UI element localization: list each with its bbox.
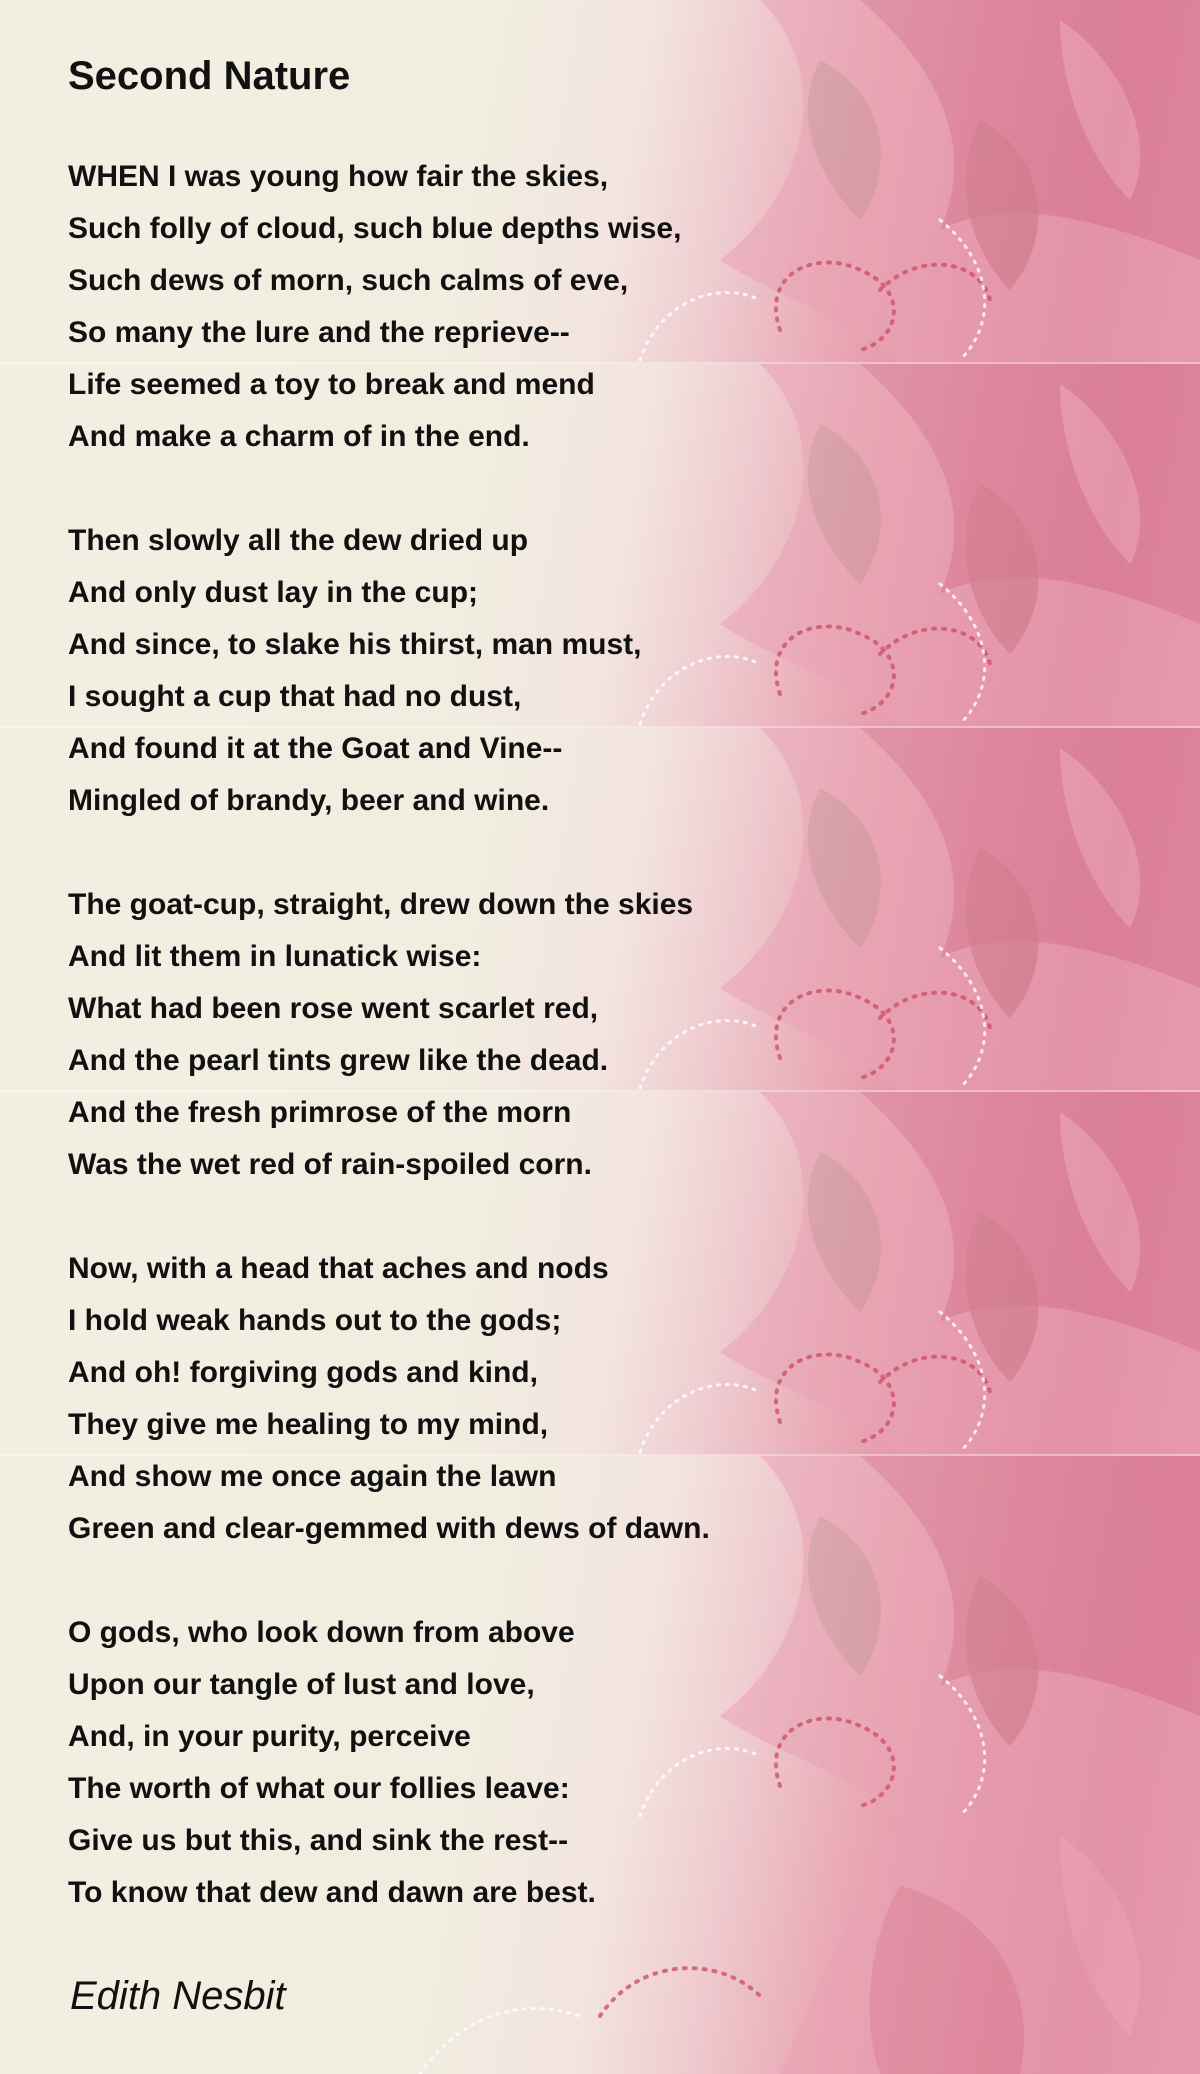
poem-line: Give us but this, and sink the rest-- xyxy=(68,1824,569,1857)
poem-line: And make a charm of in the end. xyxy=(68,420,530,453)
poem-line: And only dust lay in the cup; xyxy=(68,576,479,609)
poem-line: Such folly of cloud, such blue depths wise, xyxy=(68,212,682,245)
poem-line: And oh! forgiving gods and kind, xyxy=(68,1356,538,1389)
poem-line: And, in your purity, perceive xyxy=(68,1720,471,1753)
poem-line: Then slowly all the dew dried up xyxy=(68,524,529,557)
poem-line: To know that dew and dawn are best. xyxy=(68,1876,596,1909)
poem-line: Life seemed a toy to break and mend xyxy=(68,368,595,401)
poem-line: Upon our tangle of lust and love, xyxy=(68,1668,535,1701)
poem-line: The goat-cup, straight, drew down the skies xyxy=(68,888,694,921)
poem-line: Mingled of brandy, beer and wine. xyxy=(68,784,550,817)
poem-line: The worth of what our follies leave: xyxy=(68,1772,570,1805)
poem-line: What had been rose went scarlet red, xyxy=(68,992,599,1025)
poem-line: And the pearl tints grew like the dead. xyxy=(68,1044,609,1077)
poem-title: Second Nature xyxy=(68,54,351,98)
poem-line: WHEN I was young how fair the skies, xyxy=(68,160,609,193)
stanza xyxy=(68,879,693,1191)
stanza xyxy=(68,151,681,463)
poem-line: And show me once again the lawn xyxy=(68,1460,557,1493)
stanza xyxy=(68,1243,710,1555)
poem-line: And lit them in lunatick wise: xyxy=(68,940,482,973)
poem-line: So many the lure and the reprieve-- xyxy=(68,316,570,349)
poem-line: I hold weak hands out to the gods; xyxy=(68,1304,562,1337)
stanza xyxy=(68,1607,596,1919)
poem-line: They give me healing to my mind, xyxy=(68,1408,549,1441)
poem-line: I sought a cup that had no dust, xyxy=(68,680,522,713)
poem-author: Edith Nesbit xyxy=(70,1974,286,2018)
poem-line: And the fresh primrose of the morn xyxy=(68,1096,572,1129)
poem-line: Green and clear-gemmed with dews of dawn. xyxy=(68,1512,710,1545)
poem-line: And since, to slake his thirst, man must, xyxy=(68,628,642,661)
poem-line: And found it at the Goat and Vine-- xyxy=(68,732,563,765)
poem-line: O gods, who look down from above xyxy=(68,1616,575,1649)
poem-line: Such dews of morn, such calms of eve, xyxy=(68,264,629,297)
poem-line: Was the wet red of rain-spoiled corn. xyxy=(68,1148,592,1181)
poem-line: Now, with a head that aches and nods xyxy=(68,1252,609,1285)
stanza xyxy=(68,515,641,827)
